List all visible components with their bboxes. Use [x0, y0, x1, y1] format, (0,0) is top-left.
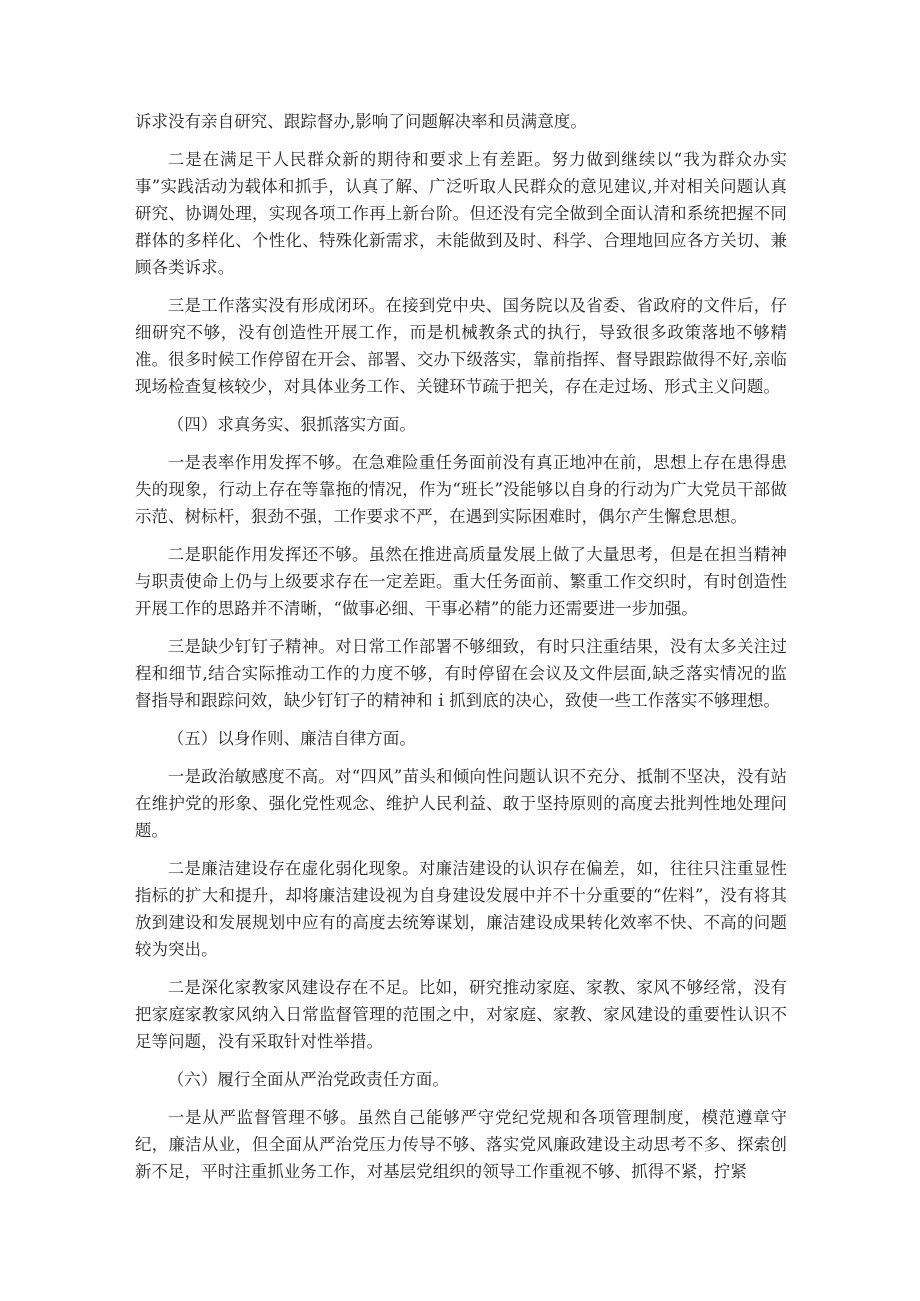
paragraph-family-tradition: 二是深化家教家风建设存在不足。比如，研究推动家庭、家教、家风不够经常，没有把家庭家教家风纳入日常监督管理的范围之中，对家庭、家教、家风建设的重要性认识不足等问题，没有采取针对性举措。 — [135, 978, 787, 1051]
paragraph-nail-spirit: 三是缺少钉钉子精神。对日常工作部署不够细致，有时只注重结果，没有太多关注过程和细节,结合实际推动工作的力度不够，有时停留在会议及文件层面,缺乏落实情况的监督指导和跟踪问效，缺少钉钉子的精神和ｉ抓到底的决心，致使一些工作落实不够理想。 — [135, 637, 787, 710]
paragraph-political-sensitivity: 一是政治敏感度不高。对“四风”苗头和倾向性问题认识不充分、抵制不坚决，没有站在维护党的形象、强化党性观念、维护人民利益、敢于坚持原则的高度去批判性地处理问题。 — [135, 767, 787, 840]
section-heading-6: （六）履行全面从严治党政责任方面。 — [167, 1070, 449, 1089]
paragraph-integrity-building: 二是廉洁建设存在虚化弱化现象。对廉洁建设的认识存在偏差，如，往往只注重显性指标的扩大和提升，却将廉洁建设视为自身建设发展中并不十分重要的“佐料”，没有将其放到建设和发展规划中应有的高度去统筹谋划，廉洁建设成果转化效率不快、不高的问题较为突出。 — [135, 859, 787, 959]
document-page — [135, 108, 787, 1196]
paragraph-functional-role: 二是职能作用发挥还不够。虽然在推进高质量发展上做了大量思考，但是在担当精神与职责使命上仍与上级要求存在一定差距。重大任务面前、繁重工作交织时，有时创造性开展工作的思路并不清晰，“做事必细、干事必精”的能力还需要进一步加强。 — [135, 545, 787, 618]
section-heading-4: （四）求真务实、狠抓落实方面。 — [167, 415, 416, 434]
section-heading-5: （五）以身作则、廉洁自律方面。 — [167, 729, 416, 748]
paragraph-work-implementation: 三是工作落实没有形成闭环。在接到党中央、国务院以及省委、省政府的文件后，仔细研究不够，没有创造性开展工作，而是机械教条式的执行，导致很多政策落地不够精准。很多时候工作停留在开会、部署、交办下级落实，靠前指挥、督导跟踪做得不好,亲临现场检查复核较少，对具体业务工作、关键环节疏于把关，存在走过场、形式主义问题。 — [135, 296, 787, 396]
paragraph-gap-public-needs: 二是在满足干人民群众新的期待和要求上有差距。努力做到继续以“我为群众办实事”实践活动为载体和抓手，认真了解、广泛听取人民群众的意见建议,并对相关问题认真研究、协调处理，实现各项工作再上新台阶。但还没有完全做到全面认清和系统把握不同群体的多样化、个性化、特殊化新需求，未能做到及时、科学、合理地回应各方关切、兼顾各类诉求。 — [135, 150, 787, 277]
paragraph-continuation: 诉求没有亲自研究、跟踪督办,影响了问题解决率和员满意度。 — [135, 112, 587, 131]
paragraph-role-model: 一是表率作用发挥不够。在急难险重任务面前没有真正地冲在前，思想上存在患得患失的现象，行动上存在等靠拖的情况，作为“班长”没能够以自身的行动为广大党员干部做示范、树标杆，狠劲不强，工作要求不严，在遇到实际困难时，偶尔产生懈怠思想。 — [135, 453, 787, 526]
paragraph-strict-supervision: 一是从严监督管理不够。虽然自己能够严守党纪党规和各项管理制度，模范遵章守纪，廉洁从业，但全面从严治党压力传导不够、落实党风廉政建设主动思考不多、探索创新不足，平时注重抓业务工作，对基层党组织的领导工作重视不够、抓得不紧，拧紧 — [135, 1108, 787, 1181]
